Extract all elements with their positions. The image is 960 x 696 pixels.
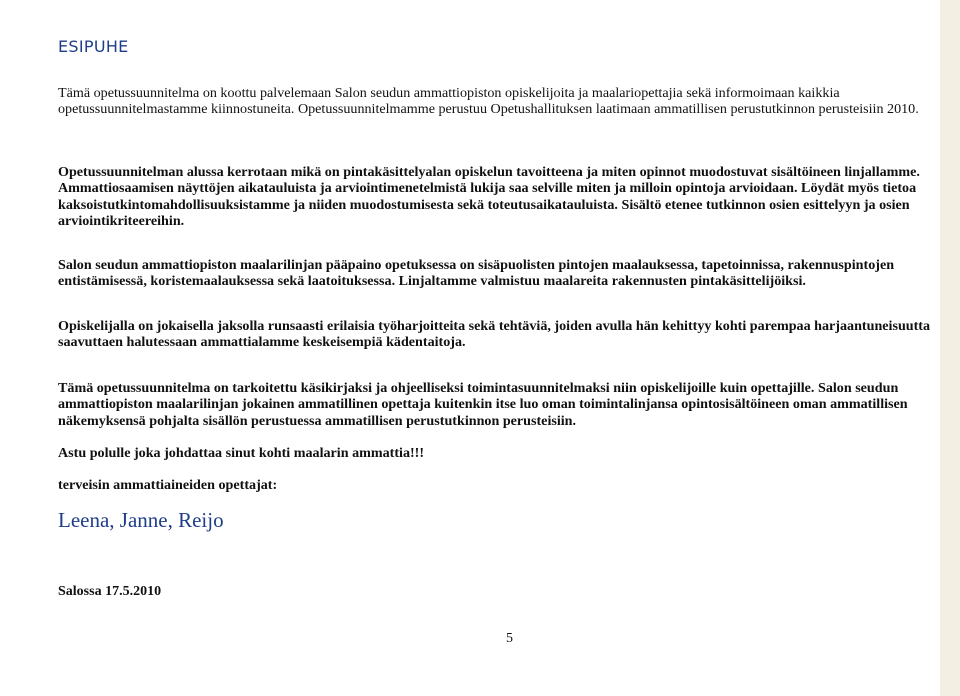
contents-paragraph: Opetussuunnitelman alussa kerrotaan mikä on pintakäsittelyalan opiskelun tavoitteena ja miten opinnot muodostuvat sisältöineen linjallamme. Ammattiosaamisen näyttöjen aikatauluista ja arviointimenetelmistä lukija saa selville miten ja milloin opintoja arvioidaan. Löydät myös tietoa kaksoistutkintomahdollisuuksistamme ja niiden muodostumisesta sekä toteutusaikatauluista. Sisältö etenee tutkinnon osien esittelyyn ja osien arviointikriteereihin. (58, 164, 920, 229)
date-line: Salossa 17.5.2010 (58, 584, 162, 599)
focus-paragraph: Salon seudun ammattiopiston maalarilinjan pääpaino opetuksessa on sisäpuolisten pintojen maalauksessa, tapetoinnissa, rakennuspintojen entistämisessä, koristemaalauksessa sekä laatoituksessa. Linjaltamme valmistuu maalareita rakennusten pintakäsittelijöiksi. (58, 257, 895, 290)
wish-line: Astu polulle joka johdattaa sinut kohti maalarin ammattia!!! (58, 445, 425, 461)
practice-paragraph: Opiskelijalla on jokaisella jaksolla runsaasti erilaisia työharjoitteita sekä tehtäviä, joiden avulla hän kehittyy kohti parempaa harjaantuneisuutta saavuttaen halutessaan ammattialamme keskeisempiä kädentaitoja. (58, 318, 931, 351)
signature-names: Leena, Janne, Reijo (58, 508, 224, 532)
purpose-paragraph: Tämä opetussuunnitelma on tarkoitettu käsikirjaksi ja ohjeelliseksi toimintasuunnitelmaksi niin opiskelijoille kuin opettajille. Salon seudun ammattiopiston maalarilinjan jokainen ammatillinen opettaja kuitenkin itse luo oman toimintalinjansa opintosisältöineen oman ammatillisen näkemyksensä pohjalta sisällön perustuessa ammatillisen perustutkinnon perusteisiin. (58, 380, 908, 429)
intro-paragraph: Tämä opetussuunnitelma on koottu palvelemaan Salon seudun ammattiopiston opiskelijoita ja maalariopettajia sekä informoimaan kaikkia opetussuunnitelmastamme kiinnostuneita. Opetussuunnitelmamme perustuu Opetushallituksen laatimaan ammatillisen perustutkinnon perusteisiin 2010. (58, 85, 919, 118)
section-heading: ESIPUHE (58, 37, 129, 56)
greeting-line: terveisin ammattiaineiden opettajat: (58, 477, 278, 493)
page-number: 5 (506, 631, 513, 646)
